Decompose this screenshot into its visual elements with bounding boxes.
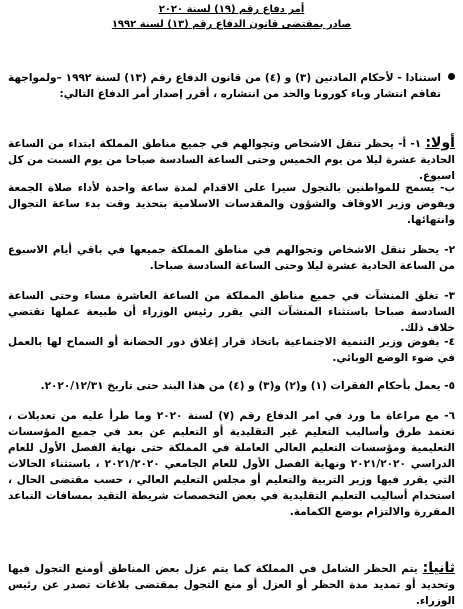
clause-number: ٥- — [444, 380, 455, 392]
clause-text: يسمح للمواطنين بالتجول سيرا على الاقدام لمدة ساعة واحدة لأداء صلاة الجمعة ويفوض وزير الاوقاف والشؤون والمقدسات الاسلامية بتحديد وقت بدء ساعة التجوال وانتهائها. — [8, 182, 455, 226]
clause-text: مع مراعاة ما ورد في امر الدفاع رقم (٧) لسنة ٢٠٢٠ وما طرأ عليه من تعديلات ، تعتمد طرق وأساليب التعليم غير التقليدية أو التعليم عن بعد في جميع المؤسسات التعليمية ومؤسسات التعليم العالي العاملة في المملكة حتى نهاية الفصل الأول للعام الدراسي ٢٠٢١/٢٠٢٠ ونهاية الفصل الأول للعام الجامعي ٢٠٢١/٢٠٢٠ ، باستثناء الحالات التي يقرر فيها وزير التربية والتعليم أو مجلس التعليم العالي ، حسب مقتضى الحال ، استخدام أساليب التعليم التقليدية في بعض التخصصات شريطة التقيد بمسافات التباعد المقررة والالتزام بوضع الكمامة. — [8, 410, 456, 518]
clause-text: يفوض وزير التنمية الاجتماعية باتخاذ قرار إغلاق دور الحضانة أو السماح لها بالعمل في ضوء الوضع الوبائي. — [8, 336, 455, 364]
clause-first-1a — [8, 135, 455, 184]
clause-second — [8, 560, 455, 609]
clause-first-4 — [8, 334, 455, 366]
clause-text: يحظر تنقل الاشخاص وتجوالهم في جميع مناطق المملكة ابتداء من الساعة الحادية عشرة ليلا من يوم الخميس وحتى الساعة السادسة صباحا من يوم السبت من كل اسبوع. — [8, 138, 455, 182]
clause-first-2 — [8, 242, 455, 274]
clause-number: ب- — [440, 182, 456, 194]
preamble — [8, 70, 455, 102]
clause-number: ٢- — [444, 244, 456, 256]
clause-first-5 — [8, 378, 455, 394]
preamble-text: استنادا - لأحكام المادتين (٣) و (٤) من قانون الدفاع رقم (١٣) لسنة ١٩٩٢ –ولمواجهة تفاقم انتشار وباء كورونا والحد من انتشاره ، أقرر إصدار أمر الدفاع التالي: — [8, 72, 441, 100]
clause-text: يحظر تنقل الاشخاص وتجوالهم في مناطق المملكة جميعها في باقي أيام الاسبوع من الساعة الحادية عشرة ليلا وحتى الساعة السادسة صباحا. — [8, 244, 455, 272]
clause-first-6 — [8, 408, 455, 520]
order-title: أمر دفاع رقم (١٩) لسنة ٢٠٢٠ — [158, 4, 305, 15]
clause-first-1b — [8, 180, 455, 228]
clause-number: ٤- — [444, 336, 456, 348]
clause-first-3 — [8, 288, 455, 336]
bullet-icon — [448, 73, 455, 80]
section-first-label: أولا: — [425, 135, 455, 151]
order-subtitle: صادر بمقتضى قانون الدفاع رقم (١٣) لسنة ١٩٩٢ — [111, 19, 352, 30]
clause-text: يعمل بأحكام الفقرات (١) و(٢) و(٣) و (٤) من هذا البند حتى تاريخ ٢٠٢٠/١٢/٣١. — [40, 380, 441, 392]
clause-text: تغلق المنشآت في جميع مناطق المملكة من الساعة العاشرة مساء وحتى الساعة السادسة صباحا باستثناء المنشآت التي يقرر رئيس الوزراء أن طبيعة عملها تقتضي خلاف ذلك. — [8, 290, 455, 334]
clause-number: ٦- — [444, 410, 455, 422]
clause-text: يتم الحظر الشامل في المملكة كما يتم عزل بعض المناطق أومنع التجول فيها وتحديد أو تمديد مدة الحظر أو العزل أو منع التجول بمقتضى بلاغات تصدر عن رئيس الوزراء. — [8, 563, 455, 607]
clause-number: ١- أ- — [398, 138, 422, 150]
clause-number: ٣- — [444, 290, 455, 302]
section-second-label: ثانيا: — [422, 560, 455, 576]
